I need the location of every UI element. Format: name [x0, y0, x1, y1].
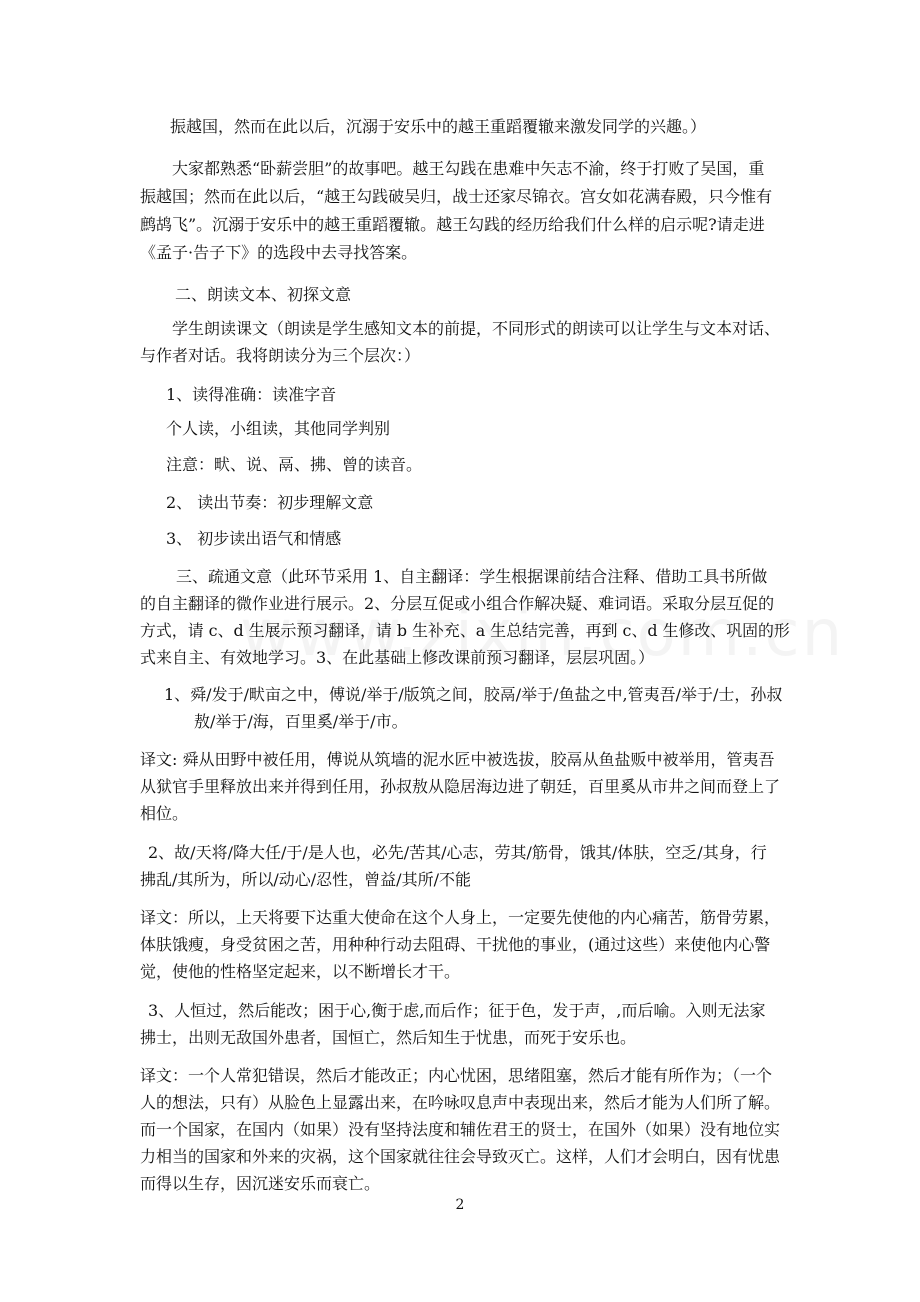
quote-1-line-1: 1、舜/发于/畎亩之中，傅说/举于/版筑之间，胶鬲/举于/鱼盐之中,管夷吾/举于/士，孙叔: [164, 685, 783, 704]
read-line-1: 学生朗读课文（朗读是学生感知文本的前提，不同形式的朗读可以让学生与文本对话、: [172, 319, 781, 338]
translation-3-line-4: 力相当的国家和外来的灾祸，这个国家就往往会导致灭亡。这样，人们才会明白，因有忧患: [140, 1147, 781, 1166]
translation-3-line-2: 人的想法，只有）从脸色上显露出来，在吟咏叹息声中表现出来，然后才能为人们所了解。: [140, 1093, 781, 1112]
quote-2-line-2: 拂乱/其所为，所以/动心/忍性，曾益/其所/不能: [140, 870, 471, 889]
page-number: 2: [455, 1197, 465, 1213]
level-1-detail: 个人读，小组读，其他同学判别: [166, 419, 391, 438]
translation-3-line-3: 而一个国家，在国内（如果）没有坚持法度和辅佐君王的贤士，在国外（如果）没有地位实: [140, 1120, 781, 1139]
story-line-4: 《孟子·告子下》的选段中去寻找答案。: [140, 243, 418, 262]
quote-3-line-1: 3、人恒过，然后能改；困于心,衡于虑,而后作；征于色，发于声，,而后喻。入则无法家: [148, 1001, 766, 1020]
translation-3-line-5: 而得以生存，因沉迷安乐而衰亡。: [140, 1174, 381, 1193]
story-line-1: 大家都熟悉“卧薪尝胆”的故事吧。越王勾践在患难中矢志不渝，终于打败了吴国，重: [172, 159, 765, 178]
level-3: 3、 初步读出语气和情感: [166, 529, 342, 548]
section3-line-4: 式来自主、有效地学习。3、在此基础上修改课前预习翻译，层层巩固。）: [140, 648, 655, 667]
translation-1-line-1: 译文: 舜从田野中被任用，傅说从筑墙的泥水匠中被选拔，胶鬲从鱼盐贩中被举用，管夷吾: [140, 750, 775, 769]
section2-heading: 二、朗读文本、初探文意: [175, 285, 352, 304]
translation-1-line-2: 从狱官手里释放出来并得到任用，孙叔敖从隐居海边进了朝廷，百里奚从市井之间而登上了: [140, 777, 781, 796]
translation-2-line-2: 体肤饿瘦，身受贫困之苦，用种种行动去阻碍、干扰他的事业，(通过这些）来使他内心警: [140, 935, 771, 954]
translation-3-line-1: 译文：一个人常犯错误，然后才能改正；内心忧困，思绪阻塞，然后才能有所作为；（一个: [140, 1066, 773, 1085]
translation-2-line-1: 译文：所以，上天将要下达重大使命在这个人身上，一定要先使他的内心痛苦，筋骨劳累，: [140, 908, 781, 927]
read-line-2: 与作者对话。我将朗读分为三个层次：）: [140, 346, 421, 365]
story-line-2: 振越国；然而在此以后，“越王勾践破吴归，战士还家尽锦衣。宫女如花满春殿，只今惟有: [140, 187, 773, 206]
section3-line-2: 的自主翻译的微作业进行展示。2、分层互促或小组合作解决疑、难词语。采取分层互促的: [140, 594, 775, 613]
level-1: 1、读得准确：读准字音: [166, 385, 337, 404]
section3-line-1: 三、疏通文意（此环节采用 1、自主翻译：学生根据课前结合注释、借助工具书所做: [176, 567, 768, 586]
section3-line-3: 方式，请 c、d 生展示预习翻译，请 b 生补充、a 生总结完善，再到 c、d 生修改、巩固的形: [140, 621, 790, 640]
intro-note-line: 振越国，然而在此以后，沉溺于安乐中的越王重蹈覆辙来激发同学的兴趣。）: [170, 117, 707, 136]
quote-2-line-1: 2、故/天将/降大任/于/是人也，必先/苦其/心志，劳其/筋骨，饿其/体肤，空乏/其身，行: [148, 843, 767, 862]
story-line-3: 鹧鸪飞”。沉溺于安乐中的越王重蹈覆辙。越王勾践的经历给我们什么样的启示呢?请走进: [140, 215, 765, 234]
quote-1-line-2: 敖/举于/海，百里奚/举于/市。: [194, 712, 408, 731]
translation-2-line-3: 觉，使他的性格坚定起来，以不断增长才干。: [140, 962, 461, 981]
level-2: 2、 读出节奏：初步理解文意: [166, 493, 374, 512]
translation-1-line-3: 相位。: [140, 804, 189, 823]
level-1-note: 注意：畎、说、鬲、拂、曾的读音。: [166, 455, 423, 474]
quote-3-line-2: 拂士，出则无敌国外患者，国恒亡，然后知生于忧患，而死于安乐也。: [140, 1028, 637, 1047]
